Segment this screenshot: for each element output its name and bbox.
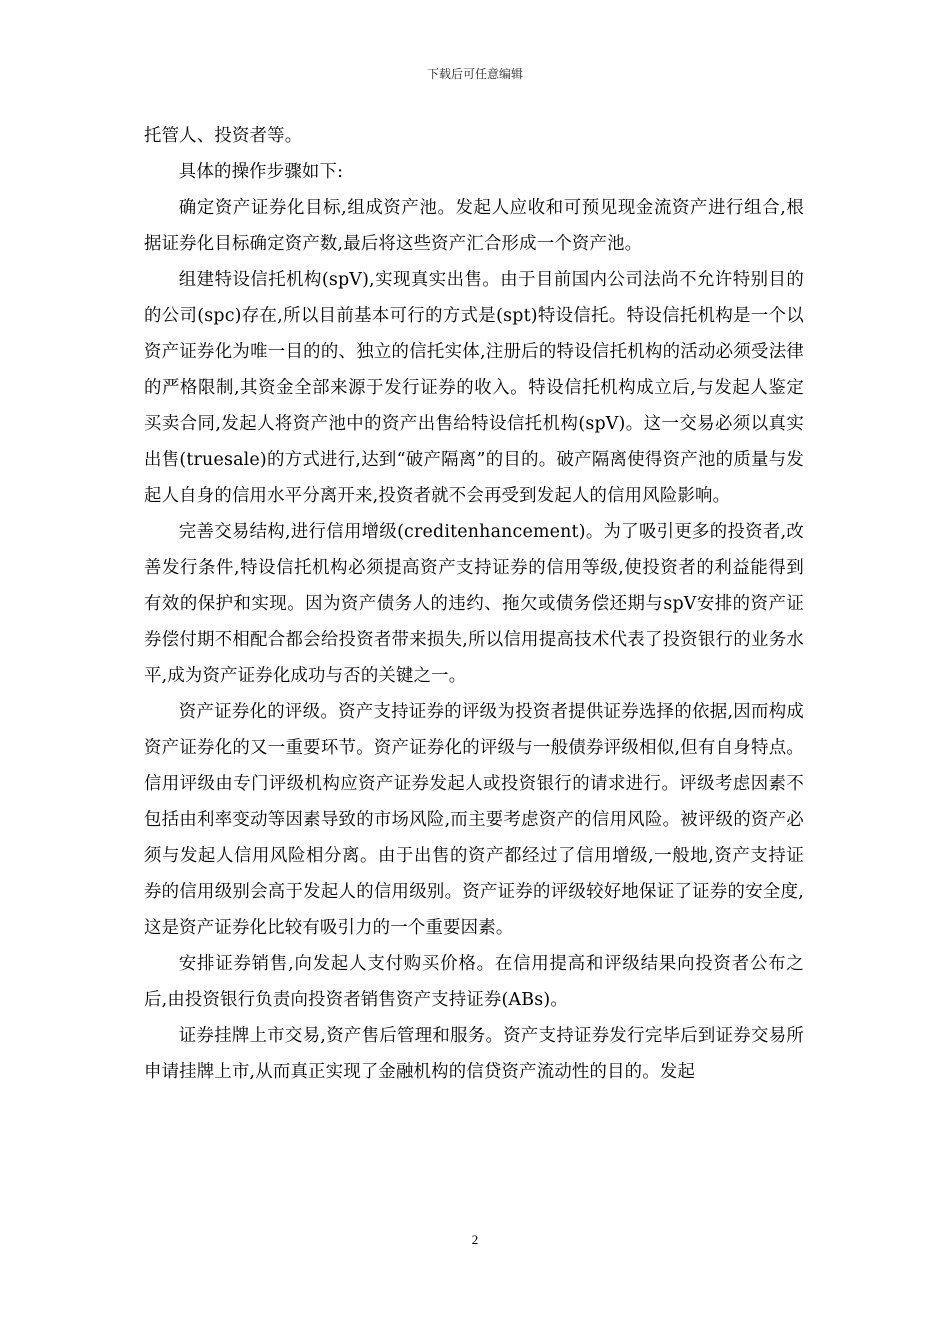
paragraph-listing: 证券挂牌上市交易,资产售后管理和服务。资产支持证券发行完毕后到证券交易所申请挂牌上市,从而真正实现了金融机构的信贷资产流动性的目的。发起 [144,1026,804,1082]
paragraph-spv: 组建特设信托机构(spV),实现真实出售。由于目前国内公司法尚不允许特别目的的公司(spc)存在,所以目前基本可行的方式是(spt)特设信托。特设信托机构是一个以资产证券化为唯一目的的、独立的信托实体,注册后的特设信托机构的活动必须受法律的严格限制,其资金全部来源于发行证券的收入。特设信托机构成立后,与发起人鉴定买卖合同,发起人将资产池中的资产出售给特设信托机构(spV)。这一交易必须以真实出售(truesale)的方式进行,达到“破产隔离”的目的。破产隔离使得资产池的质量与发起人自身的信用水平分离开来,投资者就不会再受到发起人的信用风险影响。 [144,270,804,506]
paragraph-asset-pool: 确定资产证券化目标,组成资产池。发起人应收和可预见现金流资产进行组合,根据证券化目标确定资产数,最后将这些资产汇合形成一个资产池。 [144,198,804,254]
paragraph-sales: 安排证券销售,向发起人支付购买价格。在信用提高和评级结果向投资者公布之后,由投资银行负责向投资者销售资产支持证券(ABs)。 [144,954,804,1010]
page-header: 下载后可任意编辑 [426,67,523,81]
document-body [144,118,804,1090]
paragraph-steps-intro: 具体的操作步骤如下: [178,162,344,182]
paragraph-rating: 资产证券化的评级。资产支持证券的评级为投资者提供证券选择的依据,因而构成资产证券化的又一重要环节。资产证券化的评级与一般债券评级相似,但有自身特点。信用评级由专门评级机构应资产证券发起人或投资银行的请求进行。评级考虑因素不包括由利率变动等因素导致的市场风险,而主要考虑资产的信用风险。被评级的资产必须与发起人信用风险相分离。由于出售的资产都经过了信用增级,一般地,资产支持证券的信用级别会高于发起人的信用级别。资产证券的评级较好地保证了证券的安全度,这是资产证券化比较有吸引力的一个重要因素。 [144,702,804,938]
paragraph-credit-enhancement: 完善交易结构,进行信用增级(creditenhancement)。为了吸引更多的投资者,改善发行条件,特设信托机构必须提高资产支持证券的信用等级,使投资者的利益能得到有效的保护和实现。因为资产债务人的违约、拖欠或债务偿还期与spV安排的资产证券偿付期不相配合都会给投资者带来损失,所以信用提高技术代表了投资银行的业务水平,成为资产证券化成功与否的关键之一。 [144,522,804,686]
paragraph-continuation: 托管人、投资者等。 [144,126,303,146]
page-number: 2 [471,1232,479,1247]
